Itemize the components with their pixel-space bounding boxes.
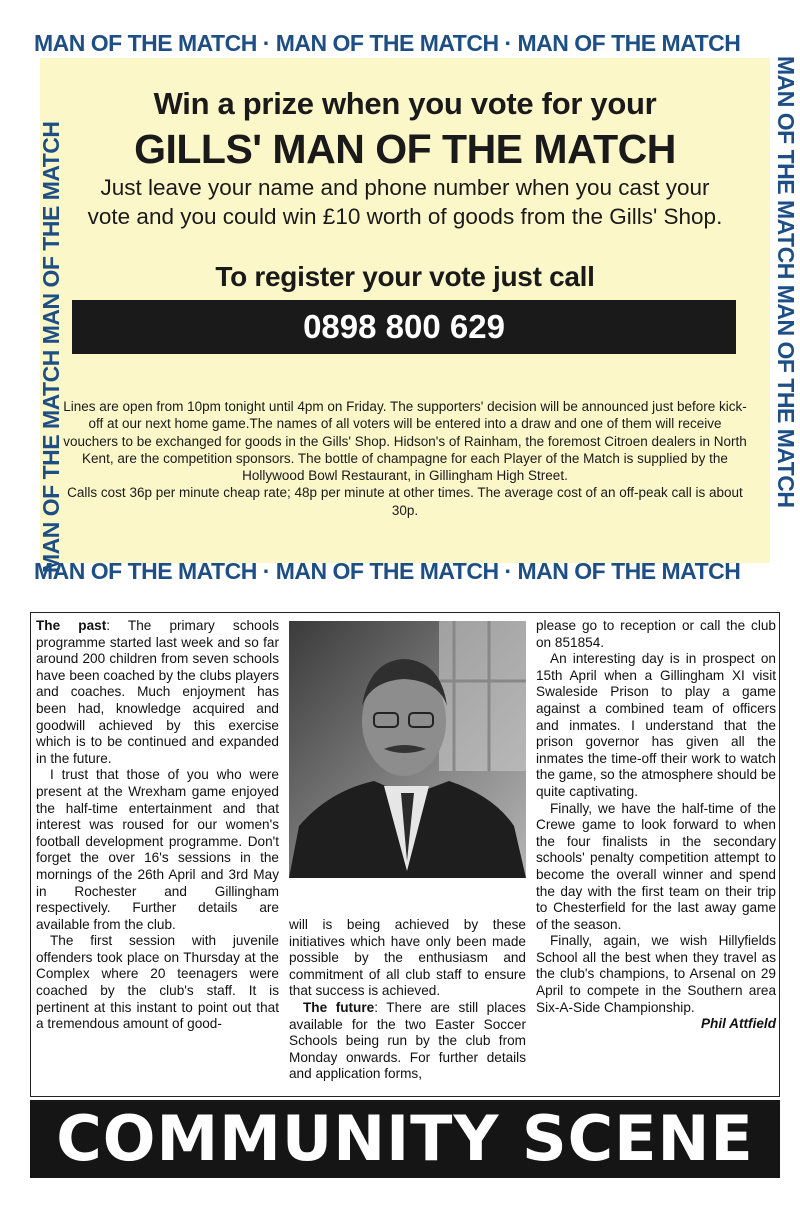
border-text-top: MAN OF THE MATCH · MAN OF THE MATCH · MAN OF THE MATCH xyxy=(34,30,741,56)
author-photo xyxy=(289,621,526,878)
article-column-2 xyxy=(289,917,526,1083)
border-text-right: MAN OF THE MATCH MAN OF THE MATCH xyxy=(773,56,799,508)
community-article xyxy=(30,612,780,1097)
man-of-the-match-panel xyxy=(20,28,799,588)
border-text-bottom: MAN OF THE MATCH · MAN OF THE MATCH · MAN OF THE MATCH xyxy=(34,558,741,584)
author-signature: Phil Attfield xyxy=(700,1016,776,1032)
paragraph-crewe: Finally, we have the half-time of the Crewe game to look forward to when the four finalists in the secondary schools' penalty competition attempt to become the overall winner and spend the day with the first team on their trip to Chesterfield for the last away game of the season. xyxy=(536,800,776,932)
headline-man-of-match: GILLS' MAN OF THE MATCH xyxy=(134,126,676,172)
paragraph-wrexham: I trust that those of you who were present at the Wrexham game enjoyed the half-time entertainment and that interest was roused for our women's football development programme. Don't forget the over 16's sessions in the mornings of the 26th April and 3rd May in Rochester and Gillingham respectively. Further details are available from the club. xyxy=(36,767,279,932)
paragraph-hillyfields: Finally, again, we wish Hillyfields School all the best when they travel as the club's champions, to Arsenal on 29 April to compete in the Southern area Six-A-Side Championship. xyxy=(536,933,776,1015)
prize-description: Just leave your name and phone number when you cast your vote and you could win £10 worth of goods from the Gills' Shop. xyxy=(87,175,723,229)
future-label: The future xyxy=(303,999,375,1015)
article-column-1 xyxy=(36,618,279,1033)
portrait-image xyxy=(289,621,526,878)
paragraph-reception: please go to reception or call the club on 851854. xyxy=(536,618,776,650)
community-scene-banner: COMMUNITY SCENE xyxy=(30,1100,780,1178)
paragraph-goodwill: will is being achieved by these initiatives which have only been made possible by the enthusiasm and commitment of all club staff to ensure that success is achieved. xyxy=(289,917,526,999)
headline-win-prize: Win a prize when you vote for your xyxy=(153,86,657,121)
register-heading: To register your vote just call xyxy=(215,261,595,292)
paragraph-juvenile: The first session with juvenile offenders took place on Thursday at the Complex where 20 teenagers were coached by the club's staff. It is pertinent at this instant to point out that a tremendous amount of good- xyxy=(36,933,279,1032)
phone-number-bar: 0898 800 629 xyxy=(72,300,736,354)
paragraph-prison: An interesting day is in prospect on 15th April when a Gillingham XI visit Swaleside Prison to play a game against a combined team of officers and inmates. I understand that the prison governor has given all the inmates the time-off their work to watch the game, so the atmosphere should be quite captivating. xyxy=(536,651,776,799)
call-cost-text: Calls cost 36p per minute cheap rate; 48p per minute at other times. The average cost of an off-peak call is about 30p. xyxy=(67,485,743,518)
paragraph-future: : There are still places available for the two Easter Soccer Schools being run by the club from Monday onwards. For further details and application forms, xyxy=(289,999,526,1082)
paragraph-past: : The primary schools programme started last week and so far around 200 children from seven schools have been coached by the clubs players and coaches. Much enjoyment has been had, knowledge acquired and goodwill achieved by this exercise which is to be continued and expanded in the future. xyxy=(36,618,279,766)
small-print xyxy=(60,398,750,519)
article-column-3 xyxy=(536,618,776,1033)
border-text-left: MAN OF THE MATCH MAN OF THE MATCH xyxy=(38,121,64,573)
past-label: The past xyxy=(36,618,107,633)
terms-text: Lines are open from 10pm tonight until 4pm on Friday. The supporters' decision will be announced just before kick-off at our next home game.The names of all voters will be entered into a draw and one of them will receive vouchers to be exchanged for goods in the Gills' Shop. Hidson's of Rainham, the foremost Citroen dealers in North Kent, are the competition sponsors. The bottle of champagne for each Player of the Match is supplied by the Hollywood Bowl Restaurant, in Gillingham High Street. xyxy=(63,399,747,484)
